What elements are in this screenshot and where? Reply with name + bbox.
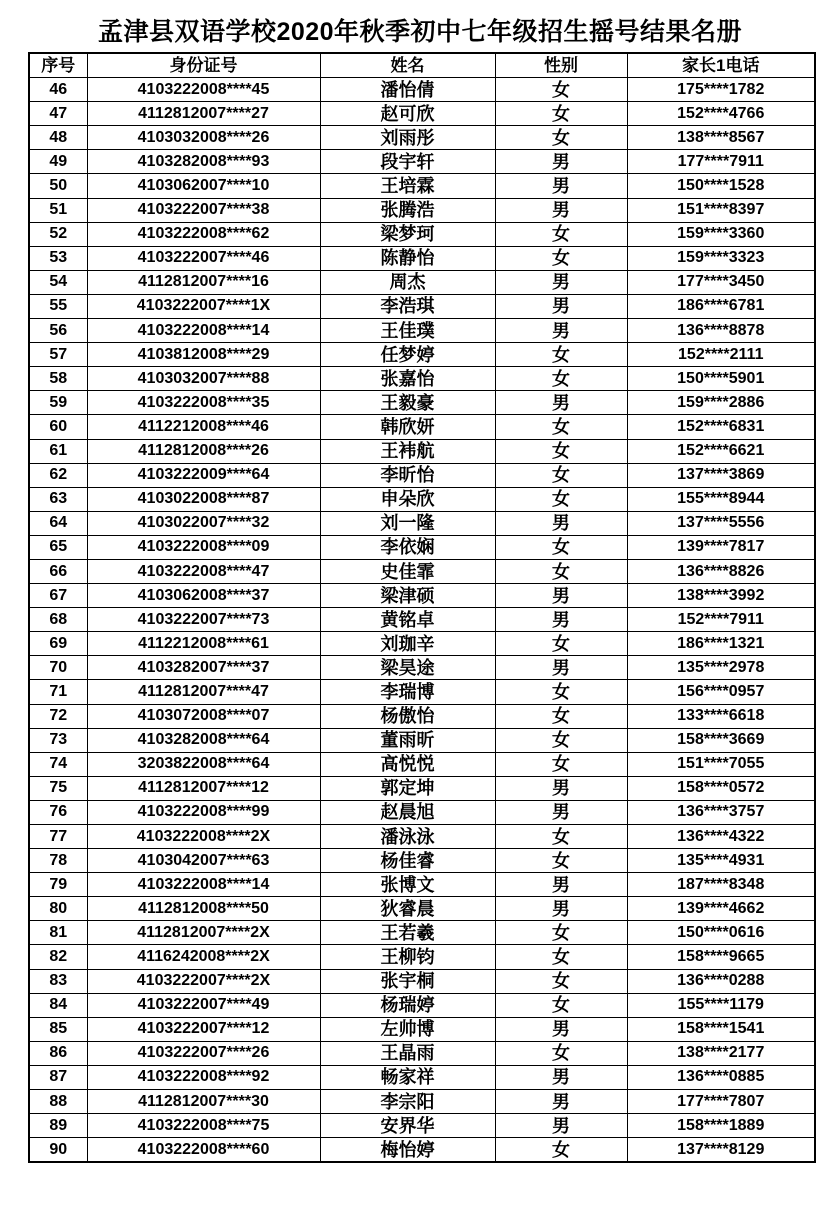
cell-id-number: 4103222008****09 [87,535,320,559]
table-row [29,608,815,632]
cell-index: 84 [29,993,87,1017]
cell-name: 杨佳睿 [320,849,495,873]
table-body [29,78,815,1163]
cell-gender: 女 [495,849,627,873]
cell-gender: 女 [495,1138,627,1163]
cell-name: 刘一隆 [320,511,495,535]
cell-parent-phone: 135****2978 [627,656,815,680]
cell-id-number: 4103222007****73 [87,608,320,632]
cell-index: 71 [29,680,87,704]
cell-gender: 女 [495,752,627,776]
header-parent-phone: 家长1电话 [627,53,815,78]
cell-gender: 女 [495,102,627,126]
cell-gender: 女 [495,728,627,752]
cell-parent-phone: 137****8129 [627,1138,815,1163]
cell-id-number: 4103222008****14 [87,319,320,343]
cell-parent-phone: 186****6781 [627,294,815,318]
cell-index: 55 [29,294,87,318]
cell-name: 李宗阳 [320,1090,495,1114]
cell-gender: 女 [495,704,627,728]
cell-index: 64 [29,511,87,535]
cell-id-number: 4103222007****2X [87,969,320,993]
cell-gender: 女 [495,1041,627,1065]
cell-gender: 男 [495,873,627,897]
cell-parent-phone: 177****7807 [627,1090,815,1114]
cell-index: 61 [29,439,87,463]
cell-name: 赵可欣 [320,102,495,126]
table-row [29,704,815,728]
cell-id-number: 4112212008****46 [87,415,320,439]
cell-parent-phone: 152****7911 [627,608,815,632]
cell-id-number: 4103222008****47 [87,559,320,583]
table-row [29,993,815,1017]
table-row [29,102,815,126]
cell-index: 79 [29,873,87,897]
cell-index: 72 [29,704,87,728]
cell-id-number: 4103222008****60 [87,1138,320,1163]
cell-parent-phone: 150****0616 [627,921,815,945]
cell-id-number: 4112812007****16 [87,270,320,294]
cell-gender: 男 [495,1065,627,1089]
cell-parent-phone: 158****1889 [627,1114,815,1138]
header-gender: 性别 [495,53,627,78]
cell-gender: 女 [495,463,627,487]
table-row [29,415,815,439]
cell-gender: 男 [495,1114,627,1138]
cell-parent-phone: 152****4766 [627,102,815,126]
table-header-row [29,53,815,78]
table-row [29,1090,815,1114]
table-row [29,463,815,487]
table-row [29,776,815,800]
table-row [29,1114,815,1138]
cell-parent-phone: 186****1321 [627,632,815,656]
cell-id-number: 4103222007****12 [87,1017,320,1041]
cell-parent-phone: 139****4662 [627,897,815,921]
cell-parent-phone: 136****8878 [627,319,815,343]
cell-id-number: 4103222008****92 [87,1065,320,1089]
table-row [29,222,815,246]
table-row [29,1065,815,1089]
cell-parent-phone: 151****7055 [627,752,815,776]
table-row [29,559,815,583]
cell-id-number: 4112812008****26 [87,439,320,463]
cell-index: 49 [29,150,87,174]
cell-name: 杨傲怡 [320,704,495,728]
cell-parent-phone: 135****4931 [627,849,815,873]
cell-name: 周杰 [320,270,495,294]
cell-id-number: 4103222008****62 [87,222,320,246]
cell-id-number: 4103222007****1X [87,294,320,318]
cell-index: 66 [29,559,87,583]
cell-index: 86 [29,1041,87,1065]
cell-name: 史佳霏 [320,559,495,583]
cell-gender: 女 [495,415,627,439]
cell-gender: 女 [495,246,627,270]
cell-gender: 男 [495,511,627,535]
cell-parent-phone: 151****8397 [627,198,815,222]
cell-id-number: 4112812007****47 [87,680,320,704]
cell-gender: 男 [495,608,627,632]
cell-gender: 女 [495,680,627,704]
table-row [29,969,815,993]
cell-index: 73 [29,728,87,752]
cell-gender: 男 [495,174,627,198]
cell-id-number: 4103022008****87 [87,487,320,511]
cell-parent-phone: 177****3450 [627,270,815,294]
cell-id-number: 4112812008****50 [87,897,320,921]
table-row [29,825,815,849]
cell-gender: 男 [495,584,627,608]
cell-parent-phone: 138****2177 [627,1041,815,1065]
cell-index: 58 [29,367,87,391]
cell-id-number: 4112812007****12 [87,776,320,800]
cell-gender: 男 [495,198,627,222]
cell-gender: 女 [495,632,627,656]
table-row [29,921,815,945]
cell-parent-phone: 138****8567 [627,126,815,150]
cell-index: 77 [29,825,87,849]
cell-index: 48 [29,126,87,150]
cell-name: 王毅豪 [320,391,495,415]
cell-name: 王培霖 [320,174,495,198]
cell-name: 李依娴 [320,535,495,559]
table-row [29,126,815,150]
cell-name: 杨瑞婷 [320,993,495,1017]
cell-name: 潘泳泳 [320,825,495,849]
cell-index: 74 [29,752,87,776]
cell-name: 梅怡婷 [320,1138,495,1163]
cell-name: 郭定坤 [320,776,495,800]
cell-parent-phone: 152****6831 [627,415,815,439]
cell-index: 54 [29,270,87,294]
table-row [29,752,815,776]
table-row [29,246,815,270]
cell-parent-phone: 187****8348 [627,873,815,897]
cell-gender: 男 [495,776,627,800]
cell-id-number: 4103062007****10 [87,174,320,198]
cell-name: 梁昊途 [320,656,495,680]
cell-id-number: 4116242008****2X [87,945,320,969]
cell-index: 52 [29,222,87,246]
cell-name: 董雨昕 [320,728,495,752]
cell-name: 申朵欣 [320,487,495,511]
cell-index: 68 [29,608,87,632]
cell-parent-phone: 159****2886 [627,391,815,415]
cell-index: 69 [29,632,87,656]
cell-index: 47 [29,102,87,126]
table-row [29,897,815,921]
cell-id-number: 4103282007****37 [87,656,320,680]
cell-gender: 男 [495,656,627,680]
cell-id-number: 4103032008****26 [87,126,320,150]
cell-parent-phone: 152****2111 [627,343,815,367]
cell-parent-phone: 136****3757 [627,800,815,824]
cell-gender: 男 [495,319,627,343]
table-row [29,632,815,656]
cell-gender: 女 [495,921,627,945]
cell-parent-phone: 156****0957 [627,680,815,704]
cell-index: 63 [29,487,87,511]
cell-index: 88 [29,1090,87,1114]
enrollment-table [28,52,816,1163]
cell-index: 87 [29,1065,87,1089]
cell-gender: 男 [495,1017,627,1041]
cell-name: 李瑞博 [320,680,495,704]
cell-gender: 女 [495,439,627,463]
cell-name: 高悦悦 [320,752,495,776]
table-row [29,487,815,511]
cell-name: 王晶雨 [320,1041,495,1065]
table-row [29,511,815,535]
cell-gender: 女 [495,945,627,969]
cell-name: 张嘉怡 [320,367,495,391]
cell-index: 80 [29,897,87,921]
cell-name: 张腾浩 [320,198,495,222]
cell-gender: 女 [495,222,627,246]
cell-gender: 女 [495,487,627,511]
cell-index: 57 [29,343,87,367]
cell-name: 畅家祥 [320,1065,495,1089]
cell-id-number: 4103222008****75 [87,1114,320,1138]
table-row [29,198,815,222]
table-row [29,367,815,391]
cell-gender: 女 [495,78,627,102]
table-row [29,270,815,294]
cell-id-number: 4103222008****2X [87,825,320,849]
cell-name: 梁梦珂 [320,222,495,246]
cell-id-number: 4112812007****27 [87,102,320,126]
cell-gender: 男 [495,270,627,294]
table-row [29,535,815,559]
cell-gender: 女 [495,535,627,559]
header-name: 姓名 [320,53,495,78]
cell-id-number: 4103072008****07 [87,704,320,728]
table-row [29,1041,815,1065]
cell-id-number: 4103032007****88 [87,367,320,391]
cell-gender: 男 [495,800,627,824]
cell-id-number: 4103222007****38 [87,198,320,222]
cell-name: 赵晨旭 [320,800,495,824]
cell-index: 51 [29,198,87,222]
table-row [29,294,815,318]
cell-gender: 女 [495,126,627,150]
cell-name: 王袆航 [320,439,495,463]
cell-index: 89 [29,1114,87,1138]
cell-parent-phone: 158****0572 [627,776,815,800]
cell-name: 刘雨彤 [320,126,495,150]
cell-index: 65 [29,535,87,559]
cell-id-number: 4103222008****45 [87,78,320,102]
table-row [29,945,815,969]
cell-name: 段宇轩 [320,150,495,174]
cell-parent-phone: 150****5901 [627,367,815,391]
cell-id-number: 3203822008****64 [87,752,320,776]
cell-index: 53 [29,246,87,270]
cell-name: 潘怡倩 [320,78,495,102]
cell-index: 70 [29,656,87,680]
cell-parent-phone: 158****9665 [627,945,815,969]
cell-id-number: 4103812008****29 [87,343,320,367]
cell-gender: 男 [495,294,627,318]
cell-parent-phone: 136****0885 [627,1065,815,1089]
cell-gender: 男 [495,1090,627,1114]
table-row [29,656,815,680]
cell-name: 任梦婷 [320,343,495,367]
cell-name: 狄睿晨 [320,897,495,921]
cell-name: 李昕怡 [320,463,495,487]
table-row [29,319,815,343]
cell-index: 85 [29,1017,87,1041]
cell-index: 81 [29,921,87,945]
cell-parent-phone: 158****1541 [627,1017,815,1041]
table-row [29,391,815,415]
cell-index: 75 [29,776,87,800]
cell-parent-phone: 177****7911 [627,150,815,174]
cell-index: 60 [29,415,87,439]
cell-parent-phone: 155****8944 [627,487,815,511]
cell-id-number: 4103222007****49 [87,993,320,1017]
cell-name: 梁津硕 [320,584,495,608]
cell-name: 张宇桐 [320,969,495,993]
cell-name: 王佳璞 [320,319,495,343]
cell-parent-phone: 155****1179 [627,993,815,1017]
cell-name: 安界华 [320,1114,495,1138]
cell-id-number: 4112212008****61 [87,632,320,656]
cell-parent-phone: 159****3360 [627,222,815,246]
cell-gender: 女 [495,825,627,849]
cell-id-number: 4112812007****30 [87,1090,320,1114]
table-row [29,1017,815,1041]
cell-parent-phone: 138****3992 [627,584,815,608]
cell-parent-phone: 158****3669 [627,728,815,752]
cell-id-number: 4103062008****37 [87,584,320,608]
table-row [29,78,815,102]
cell-index: 56 [29,319,87,343]
cell-name: 刘珈辛 [320,632,495,656]
cell-index: 78 [29,849,87,873]
table-row [29,1138,815,1163]
cell-parent-phone: 150****1528 [627,174,815,198]
table-row [29,174,815,198]
cell-parent-phone: 159****3323 [627,246,815,270]
cell-parent-phone: 175****1782 [627,78,815,102]
cell-name: 王柳钧 [320,945,495,969]
cell-parent-phone: 152****6621 [627,439,815,463]
cell-parent-phone: 136****4322 [627,825,815,849]
cell-name: 王若羲 [320,921,495,945]
cell-gender: 男 [495,150,627,174]
cell-id-number: 4103222008****35 [87,391,320,415]
cell-gender: 女 [495,969,627,993]
table-row [29,728,815,752]
cell-index: 82 [29,945,87,969]
table-row [29,150,815,174]
cell-name: 黄铭卓 [320,608,495,632]
cell-parent-phone: 133****6618 [627,704,815,728]
cell-id-number: 4103222007****46 [87,246,320,270]
cell-id-number: 4103222008****14 [87,873,320,897]
cell-index: 59 [29,391,87,415]
cell-name: 张博文 [320,873,495,897]
cell-id-number: 4103222009****64 [87,463,320,487]
cell-parent-phone: 136****8826 [627,559,815,583]
table-row [29,439,815,463]
table-row [29,849,815,873]
cell-id-number: 4103282008****64 [87,728,320,752]
cell-index: 46 [29,78,87,102]
cell-gender: 女 [495,559,627,583]
table-row [29,584,815,608]
document-title: 孟津县双语学校2020年秋季初中七年级招生摇号结果名册 [97,18,743,46]
cell-index: 83 [29,969,87,993]
cell-gender: 女 [495,993,627,1017]
cell-id-number: 4112812007****2X [87,921,320,945]
table-row [29,343,815,367]
table-row [29,680,815,704]
cell-gender: 男 [495,897,627,921]
cell-gender: 男 [495,391,627,415]
cell-parent-phone: 139****7817 [627,535,815,559]
cell-parent-phone: 137****3869 [627,463,815,487]
cell-gender: 女 [495,367,627,391]
header-index: 序号 [29,53,87,78]
cell-name: 陈静怡 [320,246,495,270]
cell-parent-phone: 136****0288 [627,969,815,993]
cell-id-number: 4103282008****93 [87,150,320,174]
cell-id-number: 4103222008****99 [87,800,320,824]
cell-index: 90 [29,1138,87,1163]
cell-name: 左帅博 [320,1017,495,1041]
cell-id-number: 4103222007****26 [87,1041,320,1065]
cell-id-number: 4103022007****32 [87,511,320,535]
cell-index: 62 [29,463,87,487]
table-row [29,800,815,824]
cell-index: 50 [29,174,87,198]
table-row [29,873,815,897]
cell-name: 李浩琪 [320,294,495,318]
cell-gender: 女 [495,343,627,367]
header-id-number: 身份证号 [87,53,320,78]
cell-index: 67 [29,584,87,608]
cell-name: 韩欣妍 [320,415,495,439]
cell-index: 76 [29,800,87,824]
cell-id-number: 4103042007****63 [87,849,320,873]
cell-parent-phone: 137****5556 [627,511,815,535]
